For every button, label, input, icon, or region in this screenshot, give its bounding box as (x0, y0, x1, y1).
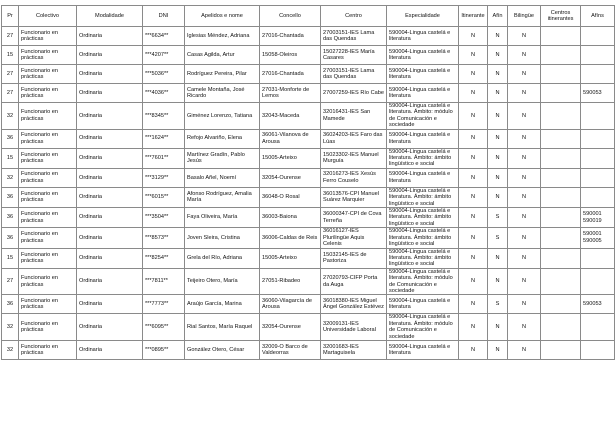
cell-afin: N (488, 168, 508, 187)
cell-apelidos-nome: Araújo García, Marina (185, 295, 260, 314)
cell-bilingue: N (508, 340, 541, 359)
cell-dni: ***7773** (143, 295, 185, 314)
cell-bilingue: N (508, 148, 541, 168)
cell-concello: 36003-Baiona (260, 208, 321, 228)
cell-afins (581, 46, 615, 65)
cell-especialidade: 590004-Lingua castelá e literatura. Ámbito: módulo de Comunicación e sociedade (387, 268, 459, 295)
cell-apelidos-nome: Giménez Lorenzo, Tatiana (185, 103, 260, 130)
cell-afin: S (488, 228, 508, 248)
cell-apelidos-nome: Teijeiro Otero, María (185, 268, 260, 295)
cell-dni: ***0895** (143, 340, 185, 359)
cell-dni: ***5036** (143, 65, 185, 84)
cell-concello: 32054-Ourense (260, 314, 321, 341)
cell-afins: 590001 590005 (581, 228, 615, 248)
col-header-itinerante: Itinerante (459, 6, 488, 27)
cell-afins (581, 65, 615, 84)
cell-bilingue: N (508, 46, 541, 65)
cell-especialidade: 590004-Lingua castelá e literatura. Ámbito: ámbito lingüístico e social (387, 248, 459, 268)
cell-especialidade: 590004-Lingua castelá e literatura (387, 295, 459, 314)
col-header-dni: DNI (143, 6, 185, 27)
cell-centros-itinerantes (541, 46, 581, 65)
cell-concello: 32054-Ourense (260, 168, 321, 187)
cell-modalidade: Ordinaria (77, 27, 143, 46)
cell-concello: 15005-Arteixo (260, 248, 321, 268)
cell-concello: 27031-Monforte de Lemos (260, 84, 321, 103)
cell-concello: 27016-Chantada (260, 65, 321, 84)
cell-centro: 27003151-IES Lama das Quendas (321, 27, 387, 46)
cell-centro: 36013576-CPI Manuel Suárez Marquier (321, 187, 387, 207)
cell-centros-itinerantes (541, 65, 581, 84)
cell-afin: N (488, 84, 508, 103)
cell-pr: 27 (2, 84, 19, 103)
cell-concello: 32009-O Barco de Valdeorras (260, 340, 321, 359)
cell-concello: 32043-Maceda (260, 103, 321, 130)
cell-concello: 36048-O Rosal (260, 187, 321, 207)
cell-afins (581, 129, 615, 148)
cell-centro: 36024203-IES Faro das Lúas (321, 129, 387, 148)
cell-dni: ***7811** (143, 268, 185, 295)
cell-itinerante: N (459, 340, 488, 359)
table-row (2, 340, 615, 359)
cell-centro: 36000347-CPI de Cova Terreña (321, 208, 387, 228)
cell-apelidos-nome: Faya Oliveira, María (185, 208, 260, 228)
cell-itinerante: N (459, 46, 488, 65)
cell-colectivo: Funcionario en prácticas (19, 46, 77, 65)
cell-bilingue: N (508, 84, 541, 103)
cell-afins: 590053 (581, 295, 615, 314)
cell-afin: N (488, 103, 508, 130)
col-header-bilingue: Bilingüe (508, 6, 541, 27)
table-row (2, 148, 615, 168)
cell-bilingue: N (508, 208, 541, 228)
cell-pr: 32 (2, 340, 19, 359)
cell-centro: 27003151-IES Lama das Quendas (321, 65, 387, 84)
cell-afins (581, 103, 615, 130)
table-row (2, 27, 615, 46)
cell-afins: 590001 590019 (581, 208, 615, 228)
cell-bilingue: N (508, 27, 541, 46)
cell-afin: S (488, 208, 508, 228)
cell-colectivo: Funcionario en prácticas (19, 340, 77, 359)
cell-dni: ***6015** (143, 187, 185, 207)
col-header-centro: Centro (321, 6, 387, 27)
cell-modalidade: Ordinaria (77, 168, 143, 187)
cell-afin: N (488, 129, 508, 148)
cell-itinerante: N (459, 168, 488, 187)
table-row (2, 65, 615, 84)
cell-pr: 27 (2, 65, 19, 84)
cell-itinerante: N (459, 84, 488, 103)
cell-dni: ***8254** (143, 248, 185, 268)
table-row (2, 187, 615, 207)
cell-concello: 15005-Arteixo (260, 148, 321, 168)
cell-apelidos-nome: Joven Sleira, Cristina (185, 228, 260, 248)
cell-afins (581, 187, 615, 207)
cell-apelidos-nome: Iglesias Méndez, Adriana (185, 27, 260, 46)
cell-dni: ***8345** (143, 103, 185, 130)
cell-pr: 36 (2, 295, 19, 314)
table-row (2, 168, 615, 187)
cell-apelidos-nome: González Otero, César (185, 340, 260, 359)
cell-dni: ***8573** (143, 228, 185, 248)
cell-especialidade: 590004-Lingua castelá e literatura. Ámbito: módulo de Comunicación e sociedade (387, 103, 459, 130)
cell-modalidade: Ordinaria (77, 187, 143, 207)
cell-centro: 32001683-IES Martaguisela (321, 340, 387, 359)
cell-afins (581, 248, 615, 268)
cell-bilingue: N (508, 268, 541, 295)
cell-centro: 32016431-IES San Mamede (321, 103, 387, 130)
cell-especialidade: 590004-Lingua castelá e literatura. Ámbito: ámbito lingüístico e social (387, 148, 459, 168)
assignments-table (1, 5, 615, 360)
cell-afin: N (488, 268, 508, 295)
cell-itinerante: N (459, 148, 488, 168)
cell-itinerante: N (459, 187, 488, 207)
cell-centros-itinerantes (541, 148, 581, 168)
cell-itinerante: N (459, 65, 488, 84)
cell-especialidade: 590004-Lingua castelá e literatura. Ámbito: ámbito lingüístico e social (387, 187, 459, 207)
cell-itinerante: N (459, 248, 488, 268)
table-row (2, 248, 615, 268)
col-header-especialidade: Especialidade (387, 6, 459, 27)
cell-modalidade: Ordinaria (77, 314, 143, 341)
cell-modalidade: Ordinaria (77, 248, 143, 268)
cell-itinerante: N (459, 208, 488, 228)
cell-especialidade: 590004-Lingua castelá e literatura (387, 84, 459, 103)
cell-afin: S (488, 295, 508, 314)
cell-pr: 27 (2, 268, 19, 295)
table-row (2, 295, 615, 314)
cell-afin: N (488, 27, 508, 46)
cell-dni: ***1624** (143, 129, 185, 148)
cell-centro: 27020793-CIFP Porta da Auga (321, 268, 387, 295)
cell-especialidade: 590004-Lingua castelá e literatura (387, 46, 459, 65)
cell-dni: ***7601** (143, 148, 185, 168)
table-row (2, 268, 615, 295)
cell-afins (581, 268, 615, 295)
table-row (2, 103, 615, 130)
cell-centros-itinerantes (541, 103, 581, 130)
cell-centro: 32016273-IES Xesús Ferro Couselo (321, 168, 387, 187)
cell-bilingue: N (508, 248, 541, 268)
cell-apelidos-nome: Camele Montaña, José Ricardo (185, 84, 260, 103)
cell-concello: 36006-Caldas de Reis (260, 228, 321, 248)
cell-itinerante: N (459, 268, 488, 295)
cell-apelidos-nome: Martínez Gradín, Pablo Jesús (185, 148, 260, 168)
cell-itinerante: N (459, 27, 488, 46)
cell-afin: N (488, 187, 508, 207)
cell-dni: ***6095** (143, 314, 185, 341)
cell-itinerante: N (459, 103, 488, 130)
cell-centro: 36016127-IES Plurilingüe Aquis Celenis (321, 228, 387, 248)
cell-afin: N (488, 314, 508, 341)
cell-afins (581, 148, 615, 168)
cell-bilingue: N (508, 168, 541, 187)
cell-centros-itinerantes (541, 340, 581, 359)
cell-especialidade: 590004-Lingua castelá e literatura (387, 27, 459, 46)
cell-centros-itinerantes (541, 208, 581, 228)
cell-modalidade: Ordinaria (77, 208, 143, 228)
cell-concello: 27051-Ribadeo (260, 268, 321, 295)
cell-pr: 36 (2, 129, 19, 148)
cell-modalidade: Ordinaria (77, 84, 143, 103)
cell-pr: 36 (2, 208, 19, 228)
cell-centros-itinerantes (541, 228, 581, 248)
cell-especialidade: 590004-Lingua castelá e literatura (387, 168, 459, 187)
cell-pr: 36 (2, 228, 19, 248)
cell-afin: N (488, 148, 508, 168)
col-header-concello: Concello (260, 6, 321, 27)
cell-colectivo: Funcionario en prácticas (19, 228, 77, 248)
cell-apelidos-nome: Basalo Añel, Noemí (185, 168, 260, 187)
cell-colectivo: Funcionario en prácticas (19, 248, 77, 268)
table-row (2, 228, 615, 248)
col-header-afin: Afín (488, 6, 508, 27)
cell-modalidade: Ordinaria (77, 65, 143, 84)
cell-especialidade: 590004-Lingua castelá e literatura. Ámbito: ámbito lingüístico e social (387, 208, 459, 228)
cell-dni: ***6634** (143, 27, 185, 46)
cell-itinerante: N (459, 314, 488, 341)
cell-modalidade: Ordinaria (77, 228, 143, 248)
header-row (2, 6, 615, 27)
cell-afin: N (488, 65, 508, 84)
cell-especialidade: 590004-Lingua castelá e literatura. Ámbito: ámbito lingüístico e social (387, 228, 459, 248)
cell-pr: 27 (2, 27, 19, 46)
col-header-afins: Afíns (581, 6, 615, 27)
cell-centros-itinerantes (541, 295, 581, 314)
cell-concello: 15058-Oleiros (260, 46, 321, 65)
cell-pr: 32 (2, 103, 19, 130)
cell-centro: 15027228-IES María Casares (321, 46, 387, 65)
cell-centros-itinerantes (541, 27, 581, 46)
cell-centro: 36018380-IES Miguel Ángel González Estévez (321, 295, 387, 314)
cell-afin: N (488, 340, 508, 359)
cell-modalidade: Ordinaria (77, 129, 143, 148)
cell-pr: 15 (2, 148, 19, 168)
col-header-centros-itinerantes: Centros itinerantes (541, 6, 581, 27)
cell-bilingue: N (508, 103, 541, 130)
col-header-colectivo: Colectivo (19, 6, 77, 27)
col-header-modalidade: Modalidade (77, 6, 143, 27)
cell-dni: ***3129** (143, 168, 185, 187)
cell-modalidade: Ordinaria (77, 103, 143, 130)
cell-dni: ***4036** (143, 84, 185, 103)
col-header-apelidos-nome: Apelidos e nome (185, 6, 260, 27)
cell-modalidade: Ordinaria (77, 148, 143, 168)
cell-centros-itinerantes (541, 84, 581, 103)
cell-concello: 27016-Chantada (260, 27, 321, 46)
cell-apelidos-nome: Casas Agilda, Artur (185, 46, 260, 65)
cell-apelidos-nome: Refojo Alvariño, Elena (185, 129, 260, 148)
cell-bilingue: N (508, 295, 541, 314)
cell-apelidos-nome: Rial Santos, María Raquel (185, 314, 260, 341)
cell-pr: 15 (2, 248, 19, 268)
cell-bilingue: N (508, 129, 541, 148)
cell-centro: 27007259-IES Río Cabe (321, 84, 387, 103)
cell-afins (581, 314, 615, 341)
cell-especialidade: 590004-Lingua castelá e literatura. Ámbito: módulo de Comunicación e sociedade (387, 314, 459, 341)
cell-afins (581, 27, 615, 46)
cell-colectivo: Funcionario en prácticas (19, 148, 77, 168)
cell-especialidade: 590004-Lingua castelá e literatura (387, 340, 459, 359)
cell-centro: 15032145-IES de Pastoriza (321, 248, 387, 268)
cell-afins: 590053 (581, 84, 615, 103)
cell-centros-itinerantes (541, 268, 581, 295)
cell-itinerante: N (459, 129, 488, 148)
cell-dni: ***3504** (143, 208, 185, 228)
table-body (2, 27, 615, 360)
table-row (2, 46, 615, 65)
table-row (2, 129, 615, 148)
cell-apelidos-nome: Grela del Río, Adriana (185, 248, 260, 268)
cell-dni: ***4207** (143, 46, 185, 65)
cell-afins (581, 340, 615, 359)
cell-colectivo: Funcionario en prácticas (19, 268, 77, 295)
cell-colectivo: Funcionario en prácticas (19, 314, 77, 341)
cell-colectivo: Funcionario en prácticas (19, 84, 77, 103)
table-row (2, 84, 615, 103)
cell-modalidade: Ordinaria (77, 295, 143, 314)
col-header-pr: Pr (2, 6, 19, 27)
cell-centros-itinerantes (541, 168, 581, 187)
cell-bilingue: N (508, 228, 541, 248)
cell-centros-itinerantes (541, 187, 581, 207)
cell-itinerante: N (459, 295, 488, 314)
cell-itinerante: N (459, 228, 488, 248)
cell-centro: 15023302-IES Manuel Murguía (321, 148, 387, 168)
cell-centros-itinerantes (541, 248, 581, 268)
cell-apelidos-nome: Rodríguez Pereira, Pilar (185, 65, 260, 84)
cell-especialidade: 590004-Lingua castelá e literatura (387, 129, 459, 148)
cell-colectivo: Funcionario en prácticas (19, 187, 77, 207)
cell-apelidos-nome: Afonso Rodríguez, Amalia María (185, 187, 260, 207)
cell-colectivo: Funcionario en prácticas (19, 27, 77, 46)
cell-colectivo: Funcionario en prácticas (19, 208, 77, 228)
cell-concello: 36060-Vilagarcía de Arousa (260, 295, 321, 314)
cell-pr: 36 (2, 187, 19, 207)
cell-afin: N (488, 46, 508, 65)
cell-pr: 15 (2, 46, 19, 65)
cell-afin: N (488, 248, 508, 268)
cell-centros-itinerantes (541, 129, 581, 148)
cell-colectivo: Funcionario en prácticas (19, 103, 77, 130)
cell-pr: 32 (2, 168, 19, 187)
cell-colectivo: Funcionario en prácticas (19, 129, 77, 148)
cell-especialidade: 590004-Lingua castelá e literatura (387, 65, 459, 84)
cell-concello: 36061-Vilanova de Arousa (260, 129, 321, 148)
cell-afins (581, 168, 615, 187)
cell-colectivo: Funcionario en prácticas (19, 168, 77, 187)
table-row (2, 314, 615, 341)
cell-modalidade: Ordinaria (77, 340, 143, 359)
cell-modalidade: Ordinaria (77, 268, 143, 295)
cell-colectivo: Funcionario en prácticas (19, 65, 77, 84)
cell-centros-itinerantes (541, 314, 581, 341)
cell-bilingue: N (508, 187, 541, 207)
cell-colectivo: Funcionario en prácticas (19, 295, 77, 314)
cell-modalidade: Ordinaria (77, 46, 143, 65)
cell-pr: 32 (2, 314, 19, 341)
cell-bilingue: N (508, 314, 541, 341)
cell-centro: 32009131-IES Universidade Laboral (321, 314, 387, 341)
table-row (2, 208, 615, 228)
cell-bilingue: N (508, 65, 541, 84)
